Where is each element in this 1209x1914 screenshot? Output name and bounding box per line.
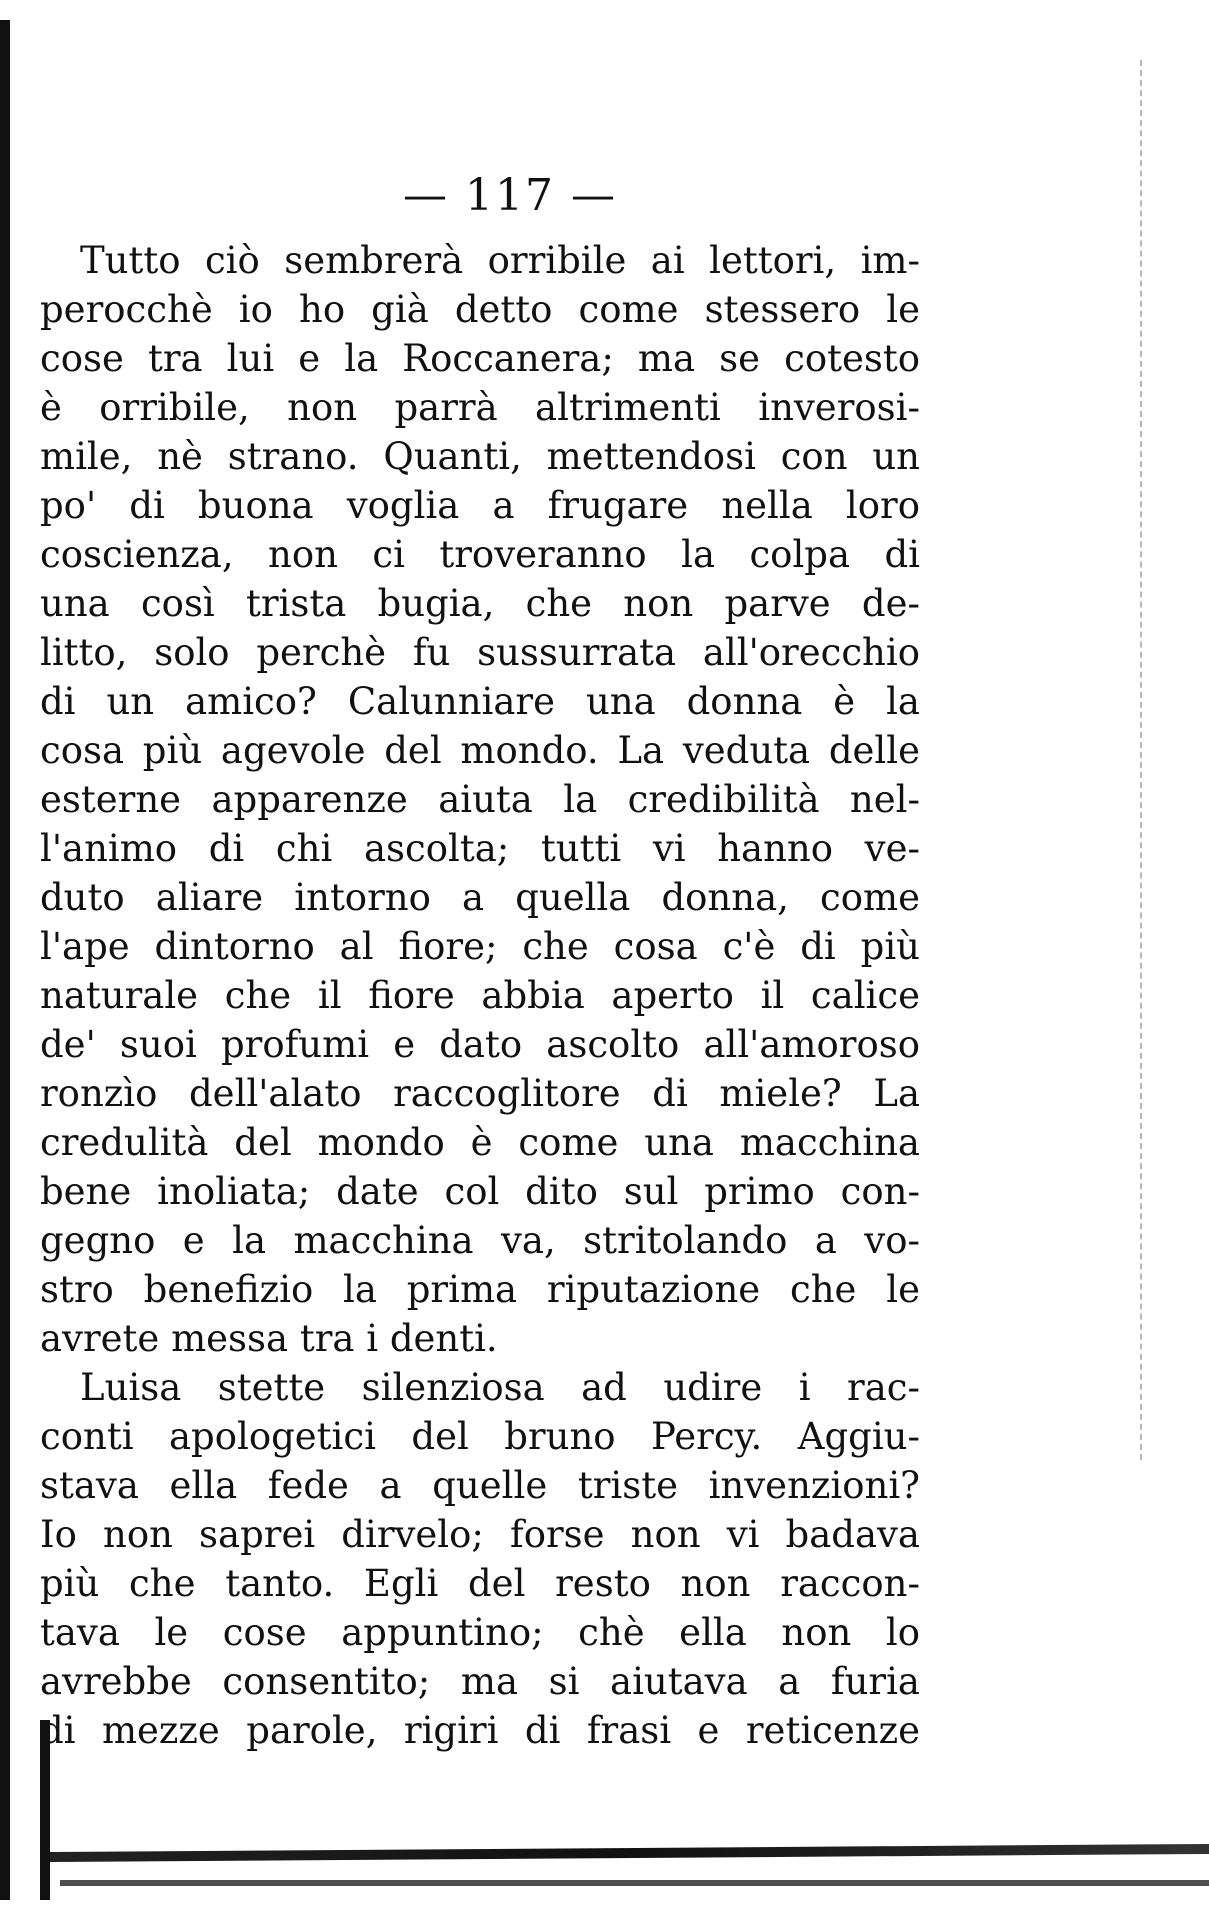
text-line: perocchè io ho già detto come stessero le xyxy=(40,288,920,331)
text-line: avrete messa tra i denti. xyxy=(40,1317,498,1360)
text-line: Tutto ciò sembrerà orribile ai lettori, im- xyxy=(80,239,920,282)
binding-shadow xyxy=(0,20,10,1900)
text-line: stro benefizio la prima riputazione che le xyxy=(40,1268,920,1311)
text-line: credulità del mondo è come una macchina xyxy=(40,1121,920,1164)
text-line: bene inoliata; date col dito sul primo con- xyxy=(40,1170,920,1213)
text-line: stava ella fede a quelle triste invenzioni? xyxy=(40,1464,920,1507)
text-line: esterne apparenze aiuta la credibilità nel- xyxy=(40,778,920,821)
text-line: una così trista bugia, che non parve de- xyxy=(40,582,920,625)
text-line: cose tra lui e la Roccanera; ma se cotesto xyxy=(40,337,920,380)
text-line: di un amico? Calunniare una donna è la xyxy=(40,680,920,723)
page-bottom-edge xyxy=(50,1844,1209,1862)
text-line: naturale che il fiore abbia aperto il calice xyxy=(40,974,920,1017)
text-line: coscienza, non ci troveranno la colpa di xyxy=(40,533,920,576)
text-line: gegno e la macchina va, stritolando a vo- xyxy=(40,1219,920,1262)
body-text xyxy=(40,236,920,1755)
text-line: litto, solo perchè fu sussurrata all'orecchio xyxy=(40,631,920,674)
text-line: Io non saprei dirvelo; forse non vi badava xyxy=(40,1513,920,1556)
text-line: di mezze parole, rigiri di frasi e reticenze xyxy=(40,1709,920,1752)
text-line: l'animo di chi ascolta; tutti vi hanno ve- xyxy=(40,827,920,870)
page-edge-marks xyxy=(1140,60,1146,1460)
text-line: ronzìo dell'alato raccoglitore di miele? La xyxy=(40,1072,920,1115)
text-line: avrebbe consentito; ma si aiutava a furia xyxy=(40,1660,920,1703)
text-line: più che tanto. Egli del resto non raccon- xyxy=(40,1562,920,1605)
text-line: po' di buona voglia a frugare nella loro xyxy=(40,484,920,527)
text-line: mile, nè strano. Quanti, mettendosi con un xyxy=(40,435,920,478)
text-line: tava le cose appuntino; chè ella non lo xyxy=(40,1611,920,1654)
page-number: — 117 — xyxy=(403,170,617,221)
text-line: de' suoi profumi e dato ascolto all'amoroso xyxy=(40,1023,920,1066)
text-line: cosa più agevole del mondo. La veduta delle xyxy=(40,729,920,772)
text-line: è orribile, non parrà altrimenti inverosi- xyxy=(40,386,920,429)
text-line: duto aliare intorno a quella donna, come xyxy=(40,876,920,919)
page-bottom-edge-shadow xyxy=(60,1880,1209,1886)
text-line: Luisa stette silenziosa ad udire i rac- xyxy=(80,1366,920,1409)
text-line: l'ape dintorno al fiore; che cosa c'è di più xyxy=(40,925,920,968)
text-line: conti apologetici del bruno Percy. Aggiu- xyxy=(40,1415,920,1458)
